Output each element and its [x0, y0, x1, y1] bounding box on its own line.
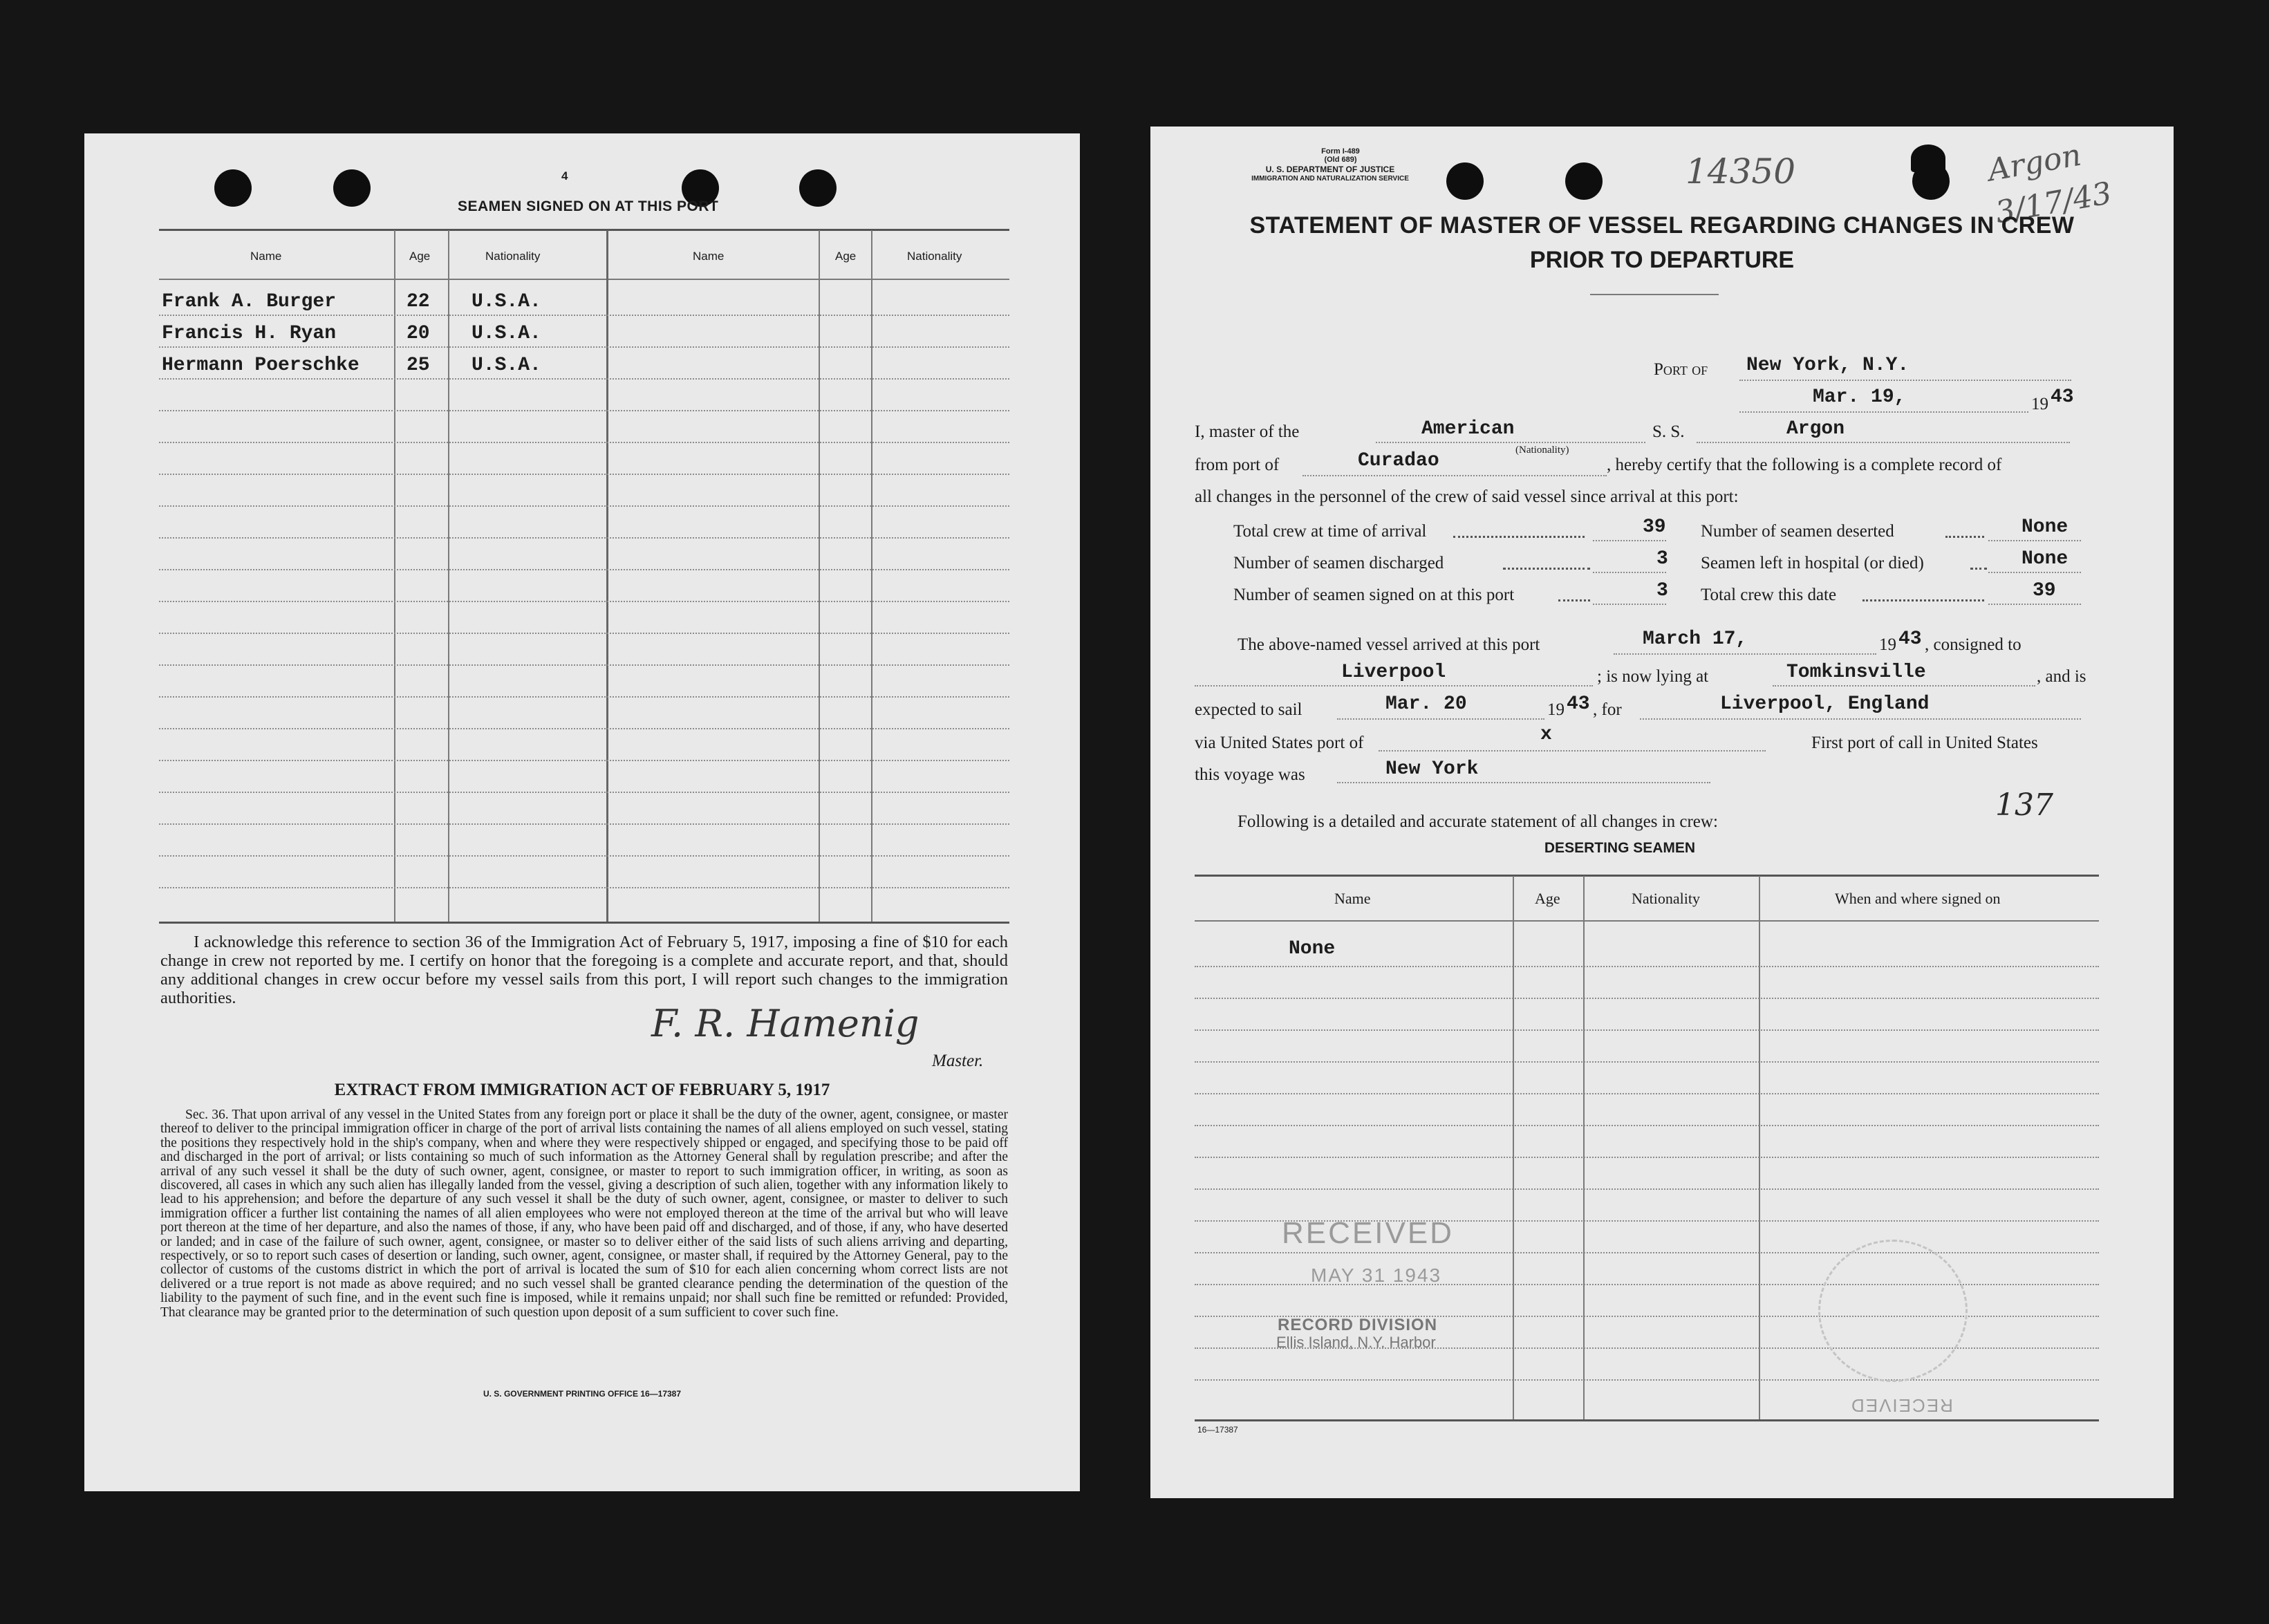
- seaman-name: Hermann Poerschke: [162, 355, 360, 376]
- row-rule: [1195, 1379, 2099, 1381]
- row-rule: [1195, 1157, 2099, 1158]
- consigned-line: [1195, 685, 1593, 687]
- punch-hole-tear: [1911, 144, 1945, 172]
- deserted-value: None: [2021, 516, 2069, 538]
- port-line: [1739, 380, 2071, 381]
- port-value: New York, N.Y.: [1746, 355, 1909, 376]
- deserting-title: DESERTING SEAMEN: [1544, 840, 1696, 856]
- punch-hole: [214, 169, 252, 207]
- nationality-value: American: [1421, 418, 1515, 440]
- discharged-label: Number of seamen discharged: [1233, 554, 1444, 572]
- handwritten-137: 137: [1995, 787, 2053, 823]
- sail-year: 43: [1567, 693, 1590, 715]
- value-line: [1988, 604, 2081, 605]
- stamp-date: MAY 31 1943: [1311, 1264, 1442, 1286]
- column-divider: [1513, 876, 1514, 1419]
- form-title-line1: STATEMENT OF MASTER OF VESSEL REGARDING CHANGES IN CREW: [1249, 212, 2075, 239]
- nationality-caption: (Nationality): [1515, 445, 1569, 456]
- handwritten-note: Argon 3/17/43: [1985, 137, 2115, 231]
- row-rule: [159, 537, 1009, 539]
- first-port-label: First port of call in United States: [1811, 734, 2038, 752]
- total-crew-date-label: Total crew this date: [1701, 586, 1837, 604]
- table-top-rule: [159, 229, 1009, 231]
- col-header-age: Age: [409, 250, 431, 263]
- value-line: [1593, 604, 1666, 605]
- stamp-received: RECEIVED: [1282, 1216, 1454, 1250]
- row-rule: [159, 315, 1009, 316]
- seaman-age: 22: [407, 291, 430, 312]
- row-rule: [159, 505, 1009, 507]
- lying-line: [1773, 685, 2035, 687]
- date-line: [1739, 411, 2028, 413]
- lying-value: Tomkinsville: [1786, 662, 1926, 683]
- value-line: [1988, 572, 2081, 573]
- hospital-value: None: [2021, 548, 2069, 570]
- row-rule: [159, 664, 1009, 666]
- from-port-value: Curadao: [1358, 450, 1439, 472]
- year-prefix: 19: [2031, 395, 2048, 413]
- deserted-label: Number of seamen deserted: [1701, 522, 1894, 541]
- title-underline: [1590, 294, 1719, 295]
- deserting-col-name: Name: [1334, 890, 1371, 907]
- seaman-nationality: U.S.A.: [471, 291, 541, 312]
- master-of-label: I, master of the: [1195, 422, 1300, 441]
- col-header-nationality-2: Nationality: [907, 250, 962, 263]
- deserting-col-signed-on: When and where signed on: [1835, 890, 2001, 907]
- arrived-value: March 17,: [1643, 628, 1748, 650]
- table-bottom-rule: [159, 922, 1009, 924]
- leader-dots: [1945, 536, 1984, 538]
- voyage-line: [1337, 782, 1710, 783]
- seaman-name: Francis H. Ryan: [162, 323, 337, 344]
- voyage-label: this voyage was: [1195, 765, 1305, 784]
- consigned-label: , consigned to: [1925, 635, 2021, 654]
- vessel-value: Argon: [1786, 418, 1845, 440]
- deserting-bottom-rule: [1195, 1419, 2099, 1421]
- row-rule: [159, 760, 1009, 761]
- acknowledgment-text: I acknowledge this reference to section 36 of the Immigration Act of February 5, 1917, imposing a fine of $10 for each change in crew not reported by me. I certify on honor that the foregoing is a complete and accurate report, and that, should any additional changes in crew occur before my vessel sails from this port, I will report such changes to the immigration authorities.: [160, 933, 1008, 1007]
- col-header-age-2: Age: [835, 250, 857, 263]
- row-rule: [1195, 1093, 2099, 1094]
- row-rule: [1195, 1125, 2099, 1126]
- hospital-label: Seamen left in hospital (or died): [1701, 554, 1924, 572]
- value-line: [1988, 540, 2081, 541]
- extract-text: Sec. 36. That upon arrival of any vessel in the United States from any foreign port or place it shall be the duty of the owner, agent, consignee, or master thereof to deliver to the principal immigration officer in charge of the port of arrival lists containing the names of all aliens employed on such vessel, stating the positions they respectively hold in the ship's company, when and where they were respectively shipped or engaged, and specifying those to be paid off and discharged in the port of arrival; or lists containing so much of such information as the Attorney General shall by regulation prescribe; and after the arrival of any such vessel it shall be the duty of such owner, agent, consignee, or master to report to such immigration officer, in writing, as soon as discovered, all cases in which any such alien has illegally landed from the vessel, giving a description of such alien, together with any information likely to lead to his apprehension; and before the departure of any such vessel it shall be the duty of such owner, agent, consignee, or master to deliver to such immigration officer a further list containing the names of all alien employees who were not employed thereon at the time of the arrival but who will leave port thereon at the time of her departure, and also the names of those, if any, who have been paid off and discharged, and of those, if any, who have deserted or landed; and in case of the failure of such owner, agent, consignee, or master so to deliver either of the said lists of such aliens arriving and departing, respectively, or so to report such cases of desertion or landing, such owner, agent, consignee, or master shall, if required by the Attorney General, pay to the collector of customs of the customs district in which the port of arrival is located the sum of $10 for each alien concerning whom correct lists are not delivered or a true report is not made as above required; and no such vessel shall be granted clearance pending the determination of the question of the liability to the payment of such fine, and in the event such fine is imposed, while it remains unpaid; nor shall such fine be remitted or refunded: Provided, That clearance may be granted prior to the determination of such question upon deposit of a sum sufficient to cover such fine.: [160, 1108, 1008, 1320]
- column-divider: [394, 230, 395, 922]
- row-rule: [159, 474, 1009, 475]
- row-rule: [1195, 1061, 2099, 1063]
- lying-label: ; is now lying at: [1597, 667, 1709, 686]
- total-crew-arrival-value: 39: [1643, 516, 1666, 538]
- bleed-through-stamp: RECEIVED: [1850, 1395, 1953, 1416]
- row-rule: [159, 696, 1009, 698]
- seaman-age: 20: [407, 323, 430, 344]
- footer-code: 16—17387: [1197, 1425, 1238, 1435]
- via-label: via United States port of: [1195, 734, 1364, 752]
- sail-date-value: Mar. 20: [1385, 693, 1467, 715]
- col-header-name-2: Name: [693, 250, 725, 263]
- value-line: [1593, 572, 1666, 573]
- for-label: , for: [1593, 700, 1622, 719]
- row-rule: [1195, 998, 2099, 999]
- col-header-name: Name: [250, 250, 282, 263]
- deserting-col-age: Age: [1535, 890, 1560, 907]
- table-header-rule: [159, 279, 1009, 280]
- column-divider: [448, 230, 449, 922]
- handwritten-file-number: 14350: [1686, 151, 1796, 192]
- row-rule: [159, 569, 1009, 570]
- row-rule: [159, 887, 1009, 888]
- and-is-label: , and is: [2037, 667, 2086, 686]
- certify-text: , hereby certify that the following is a complete record of: [1607, 456, 2002, 474]
- left-page: [84, 133, 1080, 1491]
- consigned-value: Liverpool: [1341, 662, 1446, 683]
- seaman-age: 25: [407, 355, 430, 376]
- arrived-line: [1614, 653, 1876, 655]
- sail-year-prefix: 19: [1547, 700, 1565, 719]
- deserting-entry: None: [1289, 938, 1336, 960]
- column-divider: [871, 230, 872, 922]
- signed-on-value: 3: [1656, 580, 1668, 601]
- row-rule: [159, 633, 1009, 634]
- department-name: U. S. DEPARTMENT OF JUSTICE: [1265, 165, 1395, 174]
- changes-text: all changes in the personnel of the crew of said vessel since arrival at this port:: [1195, 487, 1739, 506]
- column-divider: [1583, 876, 1585, 1419]
- row-rule: [159, 823, 1009, 825]
- row-rule: [159, 346, 1009, 348]
- form-number: Form I-489: [1321, 147, 1360, 156]
- leader-dots: [1503, 568, 1590, 570]
- row-rule: [159, 378, 1009, 380]
- page-number: 4: [561, 169, 568, 183]
- seaman-name: Frank A. Burger: [162, 291, 337, 312]
- row-rule: [1195, 1188, 2099, 1190]
- row-rule: [159, 410, 1009, 411]
- row-rule: [159, 442, 1009, 443]
- column-divider: [606, 230, 608, 922]
- total-crew-arrival-label: Total crew at time of arrival: [1233, 522, 1427, 541]
- row-rule: [1195, 966, 2099, 967]
- department-header: [1206, 165, 1455, 183]
- leader-dots: [1970, 568, 1987, 570]
- destination-line: [1640, 718, 2081, 720]
- voyage-value: New York: [1385, 758, 1479, 780]
- row-rule: [1195, 1029, 2099, 1031]
- leader-dots: [1558, 599, 1590, 601]
- year-value: 43: [2051, 386, 2074, 408]
- value-line: [1593, 540, 1666, 541]
- row-rule: [159, 728, 1009, 729]
- column-divider: [819, 230, 820, 922]
- date-value: Mar. 19,: [1813, 386, 1906, 408]
- printer-line: U. S. GOVERNMENT PRINTING OFFICE 16—17387: [483, 1389, 682, 1399]
- from-port-label: from port of: [1195, 456, 1280, 474]
- row-rule: [159, 792, 1009, 793]
- sail-date-line: [1337, 718, 1544, 720]
- leader-dots: [1453, 536, 1585, 538]
- col-header-nationality: Nationality: [485, 250, 541, 263]
- punch-hole: [333, 169, 371, 207]
- deserting-top-rule: [1195, 875, 2099, 877]
- vessel-line: [1697, 442, 2070, 443]
- stamp-location: Ellis Island, N.Y. Harbor: [1276, 1334, 1436, 1351]
- service-name: IMMIGRATION AND NATURALIZATION SERVICE: [1251, 175, 1409, 183]
- stamp-division: RECORD DIVISION: [1278, 1316, 1438, 1334]
- via-value: x: [1540, 724, 1552, 745]
- deserting-col-nationality: Nationality: [1632, 890, 1700, 907]
- total-crew-date-value: 39: [2033, 580, 2056, 601]
- row-rule: [1195, 1252, 2099, 1253]
- from-port-line: [1302, 475, 1607, 476]
- via-line: [1379, 750, 1766, 752]
- punch-hole: [1565, 162, 1603, 200]
- discharged-value: 3: [1656, 548, 1668, 570]
- signed-on-title: SEAMEN SIGNED ON AT THIS PORT: [458, 198, 719, 214]
- form-old-number: (Old 689): [1324, 156, 1357, 164]
- destination-value: Liverpool, England: [1720, 693, 1930, 715]
- right-page: [1150, 127, 2174, 1498]
- following-text: Following is a detailed and accurate statement of all changes in crew:: [1238, 812, 1718, 831]
- expected-label: expected to sail: [1195, 700, 1302, 719]
- signed-on-label: Number of seamen signed on at this port: [1233, 586, 1515, 604]
- arrived-year-prefix: 19: [1879, 635, 1896, 654]
- row-rule: [159, 855, 1009, 857]
- nationality-line: [1376, 442, 1645, 443]
- deserting-header-rule: [1195, 920, 2099, 922]
- faint-seal-stamp: [1818, 1240, 1968, 1382]
- extract-title: EXTRACT FROM IMMIGRATION ACT OF FEBRUARY 5, 1917: [334, 1081, 830, 1099]
- ss-label: S. S.: [1652, 422, 1685, 441]
- signature-role: Master.: [932, 1052, 984, 1070]
- master-signature: F. R. Hamenig: [651, 1002, 919, 1045]
- seaman-nationality: U.S.A.: [471, 323, 541, 344]
- arrived-label: The above-named vessel arrived at this port: [1238, 635, 1540, 654]
- punch-hole: [799, 169, 837, 207]
- row-rule: [159, 601, 1009, 602]
- column-divider: [1759, 876, 1760, 1419]
- seaman-nationality: U.S.A.: [471, 355, 541, 376]
- form-title-line2: PRIOR TO DEPARTURE: [1529, 247, 1795, 273]
- port-label: Port of: [1654, 360, 1708, 379]
- form-id: [1282, 147, 1399, 164]
- leader-dots: [1862, 599, 1984, 601]
- arrived-year: 43: [1898, 628, 1922, 650]
